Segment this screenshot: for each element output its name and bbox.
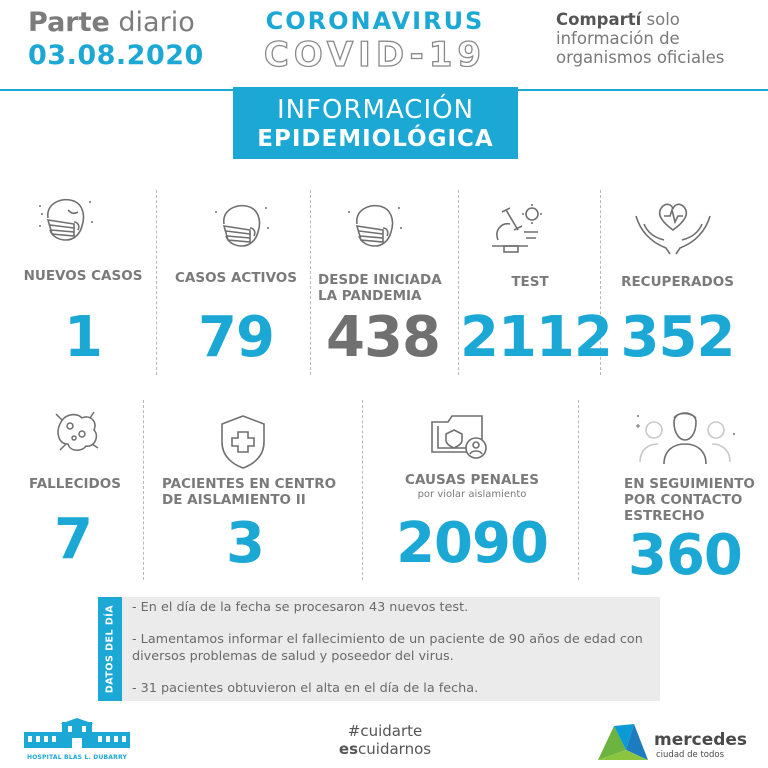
mercedes-mountain-icon [596,720,650,762]
separator [143,400,144,580]
stat-value: 79 [198,305,274,370]
face-mask-icon [210,198,274,256]
people-contact-icon [630,402,742,468]
note-item: - En el día de la fecha se procesaron 43 nuevos test. [132,600,469,615]
hashtag [310,722,460,758]
title-rest: diario [118,7,195,38]
share-rest: solo [646,10,680,29]
coronavirus-label: CORONAVIRUS [265,7,485,35]
hashtag-line-1: #cuidarte [347,722,423,740]
stat-value: 1 [64,305,102,370]
stat-label: CASOS ACTIVOS [175,270,297,286]
daily-notes-list [132,599,660,712]
legal-file-icon [428,412,494,464]
covid-title [250,6,500,74]
share-line-2: información de [556,29,680,48]
stat-value: 7 [54,507,92,572]
stat-label: POR CONTACTO [624,492,743,508]
stat-label: EN SEGUIMIENTO [624,476,755,492]
banner-line-2: EPIDEMIOLÓGICA [257,126,494,152]
section-banner [233,87,518,159]
stat-recovered [605,274,750,368]
stat-value: 2090 [396,511,548,576]
title-bold: Parte [28,7,110,38]
separator [156,190,157,375]
mercedes-tagline: ciudad de todos [656,750,725,760]
daily-notes-tab [98,597,122,701]
stat-label: DESDE INICIADA [318,272,442,288]
face-mask-icon [343,198,407,256]
heart-hands-icon [632,196,714,258]
hashtag-bold: es [338,740,359,758]
virus-icon [50,404,104,458]
stat-close-contact [588,476,764,586]
shield-cross-icon [216,412,270,472]
stat-since-pandemic [312,272,458,368]
stat-tests [460,274,612,370]
hospital-name: HOSPITAL BLAS L. DUBARRY [26,754,128,761]
separator [362,400,363,580]
separator [578,400,579,580]
stat-label: NUEVOS CASOS [23,268,143,284]
separator [310,190,311,375]
share-line-3: organismos oficiales [556,48,725,67]
mercedes-name: mercedes [654,730,748,750]
stat-label: LA PANDEMIA [318,288,422,304]
stat-active-cases [162,270,310,368]
stat-criminal-cases [366,472,578,574]
microscope-icon [488,200,546,258]
note-item: - 31 pacientes obtuvieron el alta en el día de la fecha. [132,681,479,696]
separator [458,190,459,375]
report-date: 03.08.2020 [28,40,204,71]
share-notice [556,10,756,67]
stat-label: PACIENTES EN CENTRO [162,476,337,492]
stat-label: RECUPERADOS [621,274,734,290]
stat-sublabel: por violar aislamiento [417,489,527,500]
banner-line-1: INFORMACIÓN [276,95,475,125]
stat-value: 2112 [460,305,612,370]
notes-tab-label: DATOS DEL DÍA [104,604,116,694]
note-item: - Lamentamos informar el fallecimiento de un paciente de 90 años de edad con diversos problemas de salud y poseedor del virus. [132,632,643,664]
hashtag-rest: cuidarnos [358,740,432,758]
mercedes-logo [596,720,756,766]
stat-value: 360 [628,523,742,588]
stat-new-cases [14,268,152,368]
stat-label: DE AISLAMIENTO II [162,492,306,508]
stat-label: FALLECIDOS [29,476,121,492]
covid-label: COVID-19 [263,35,487,75]
report-title [28,6,204,72]
hospital-logo [22,718,132,761]
face-mask-icon [34,192,98,250]
stat-value: 438 [326,305,440,370]
stat-label: CAUSAS PENALES [405,472,539,488]
share-bold: Compartí [556,10,642,29]
stat-value: 3 [226,511,264,576]
stat-label: ESTRECHO [624,508,705,524]
stat-isolation-center [150,476,360,574]
stat-value: 352 [620,305,735,370]
stat-deceased [10,476,140,570]
hospital-building-icon [22,718,132,748]
stat-label: TEST [511,274,549,290]
